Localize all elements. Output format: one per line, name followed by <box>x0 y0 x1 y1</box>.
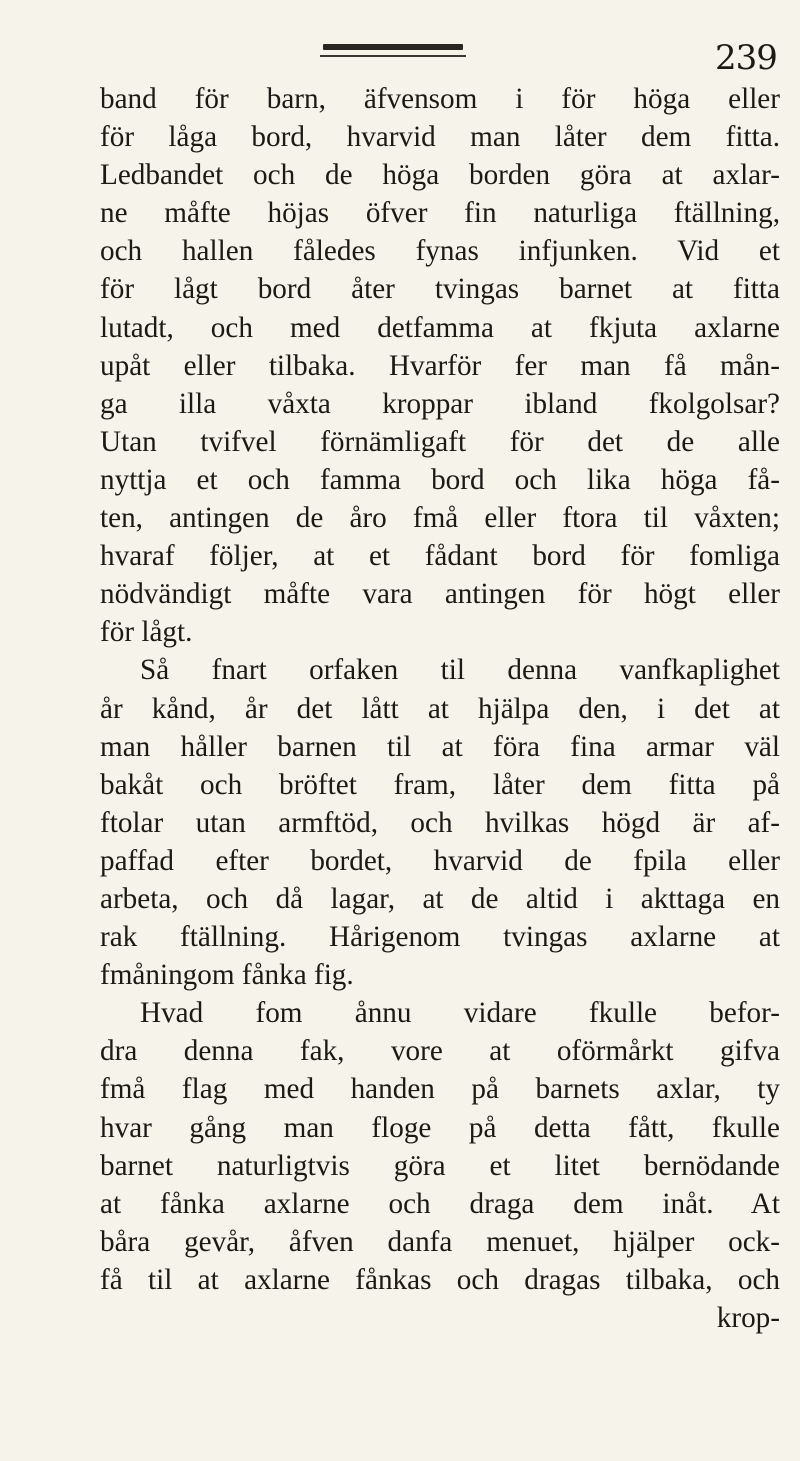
text-line: at fånka axlarne och draga dem inåt. At <box>100 1187 780 1220</box>
text-line: rak ftällning. Hårigenom tvingas axlarne at <box>100 921 780 954</box>
text-line: dra denna fak, vore at oförmårkt gifva <box>100 1035 780 1068</box>
text-line: ne måfte höjas öfver fin naturliga ftällning, <box>100 197 780 230</box>
text-line: man håller barnen til at föra fina armar väl <box>100 730 780 763</box>
page-number: 239 <box>715 38 777 78</box>
text-line: och hallen fåledes fynas infjunken. Vid et <box>100 235 780 268</box>
text-line: båra gevår, åfven danfa menuet, hjälper ock- <box>100 1225 780 1258</box>
text-line: för lågt bord åter tvingas barnet at fitta <box>100 273 780 306</box>
text-line: hvaraf följer, at et fådant bord för fomliga <box>100 540 780 573</box>
text-line: år kånd, år det lått at hjälpa den, i det at <box>100 692 780 725</box>
text-line: band för barn, äfvensom i för höga eller <box>100 83 780 115</box>
text-line: ga illa våxta kroppar ibland fkolgolsar? <box>100 387 780 420</box>
catchword: krop- <box>716 1302 780 1334</box>
text-line: arbeta, och då lagar, at de altid i akttaga en <box>100 882 780 915</box>
header-rule-thin <box>320 55 466 57</box>
page-header <box>0 28 800 78</box>
text-line: nödvändigt måfte vara antingen för högt eller <box>100 578 780 611</box>
text-line: hvar gång man floge på detta fått, fkulle <box>100 1111 780 1144</box>
text-line: nyttja et och famma bord och lika höga få- <box>100 463 780 496</box>
text-line: barnet naturligtvis göra et litet bernödande <box>100 1149 780 1182</box>
text-line: Hvad fom ånnu vidare fkulle befor- <box>140 997 780 1030</box>
text-line: för låga bord, hvarvid man låter dem fitta. <box>100 121 780 154</box>
text-line: bakåt och bröftet fram, låter dem fitta på <box>100 768 780 801</box>
text-line: ftolar utan armftöd, och hvilkas högd är af- <box>100 806 780 839</box>
text-line: för lågt. <box>100 616 193 649</box>
text-line: ten, antingen de åro fmå eller ftora til våxten; <box>100 502 780 535</box>
header-rule <box>323 44 463 50</box>
text-line: lutadt, och med detfamma at fkjuta axlarne <box>100 311 780 344</box>
text-line: paffad efter bordet, hvarvid de fpila eller <box>100 844 780 877</box>
text-line: Utan tvifvel förnämligaft för det de alle <box>100 425 780 458</box>
body-text <box>100 80 780 1337</box>
text-line: Så fnart orfaken til denna vanfkaplighet <box>140 654 780 687</box>
text-line: fmåningom fånka fig. <box>100 959 354 992</box>
text-line: Ledbandet och de höga borden göra at axlar- <box>100 159 780 192</box>
text-line: få til at axlarne fånkas och dragas tilbaka, och <box>100 1263 780 1296</box>
text-line: fmå flag med handen på barnets axlar, ty <box>100 1073 780 1106</box>
text-line: upåt eller tilbaka. Hvarför fer man få mån- <box>100 349 780 382</box>
